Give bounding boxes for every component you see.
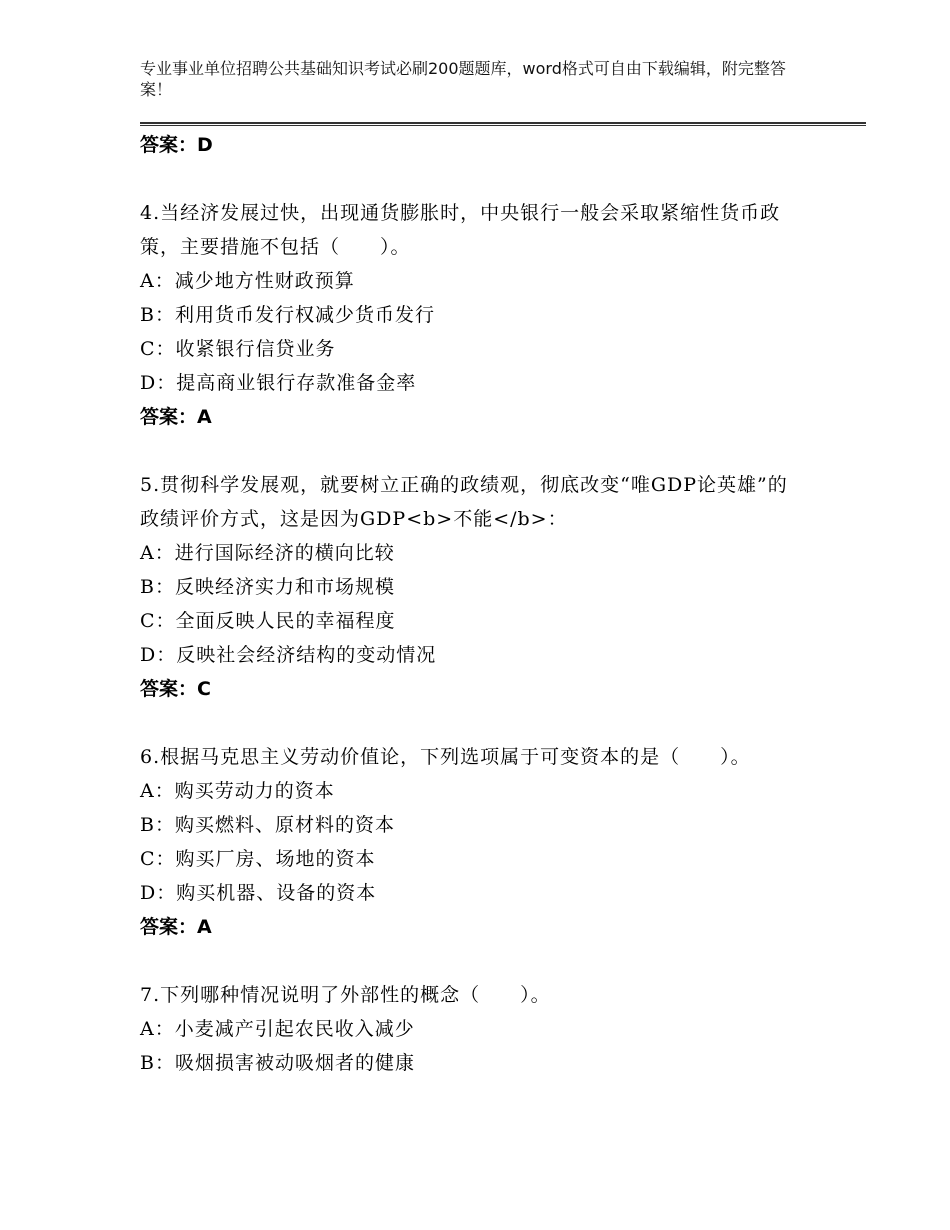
answer-line: 答案：A [140, 916, 212, 938]
option-b: B：利用货币发行权减少货币发行 [140, 304, 435, 326]
option-c: C：购买厂房、场地的资本 [140, 848, 376, 870]
option-b: B：吸烟损害被动吸烟者的健康 [140, 1052, 415, 1074]
option-c: C：全面反映人民的幸福程度 [140, 610, 396, 632]
spacer [140, 944, 866, 978]
question-block [140, 468, 866, 706]
question-stem: 5.贯彻科学发展观，就要树立正确的政绩观，彻底改变“唯GDP论英雄”的政绩评价方式，这是因为GDP<b>不能</b>： [140, 474, 788, 530]
header-divider [140, 122, 866, 126]
question-stem: 6.根据马克思主义劳动价值论，下列选项属于可变资本的是（ ）。 [140, 746, 751, 768]
question-stem: 7.下列哪种情况说明了外部性的概念（ ）。 [140, 984, 551, 1006]
option-a: A：进行国际经济的横向比较 [140, 542, 395, 564]
question-stem: 4.当经济发展过快，出现通货膨胀时，中央银行一般会采取紧缩性货币政策，主要措施不包括（ ）。 [140, 202, 781, 258]
spacer [140, 706, 866, 740]
page-header: 专业事业单位招聘公共基础知识考试必刷200题题库，word格式可自由下载编辑，附完整答案！ [140, 59, 786, 99]
option-a: A：购买劳动力的资本 [140, 780, 335, 802]
option-d: D：反映社会经济结构的变动情况 [140, 644, 437, 666]
question-block [140, 978, 866, 1080]
option-d: D：购买机器、设备的资本 [140, 882, 377, 904]
question-list [140, 128, 866, 1080]
spacer [140, 162, 866, 196]
spacer [140, 434, 866, 468]
option-b: B：反映经济实力和市场规模 [140, 576, 395, 598]
option-a: A：小麦减产引起农民收入减少 [140, 1018, 415, 1040]
answer-line: 答案：A [140, 406, 212, 428]
option-a: A：减少地方性财政预算 [140, 270, 355, 292]
option-b: B：购买燃料、原材料的资本 [140, 814, 395, 836]
question-block [140, 740, 866, 944]
option-c: C：收紧银行信贷业务 [140, 338, 336, 360]
question-block [140, 196, 866, 434]
answer-line: 答案：D [140, 134, 213, 156]
option-d: D：提高商业银行存款准备金率 [140, 372, 417, 394]
answer-line: 答案：C [140, 678, 211, 700]
